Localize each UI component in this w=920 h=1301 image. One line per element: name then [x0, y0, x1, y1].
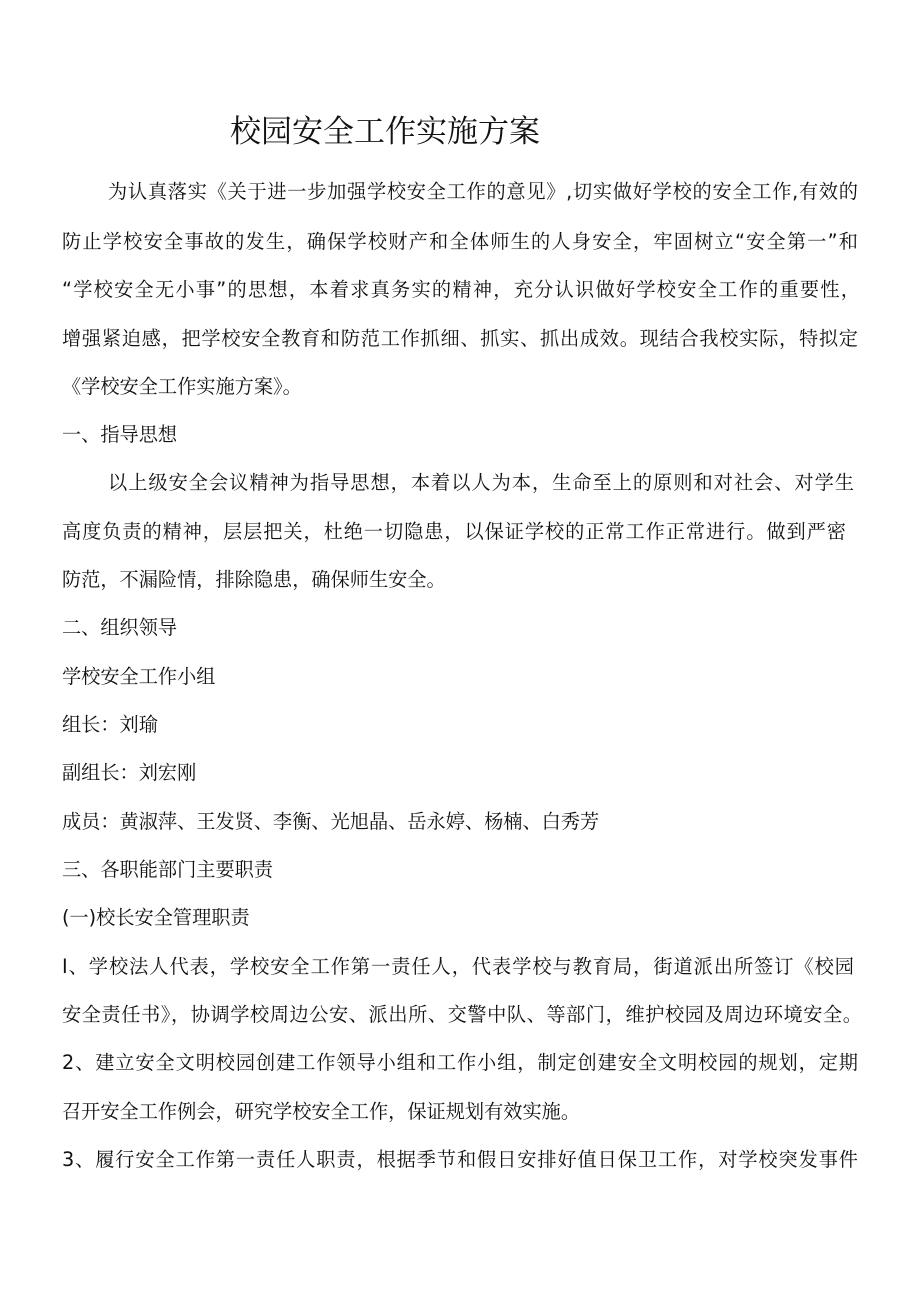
- paragraph-line: 召开安全工作例会，研究学校安全工作，保证规划有效实施。: [62, 1100, 581, 1123]
- paragraph-line: 2、建立安全文明校园创建工作领导小组和工作小组，制定创建安全文明校园的规划，定期: [62, 1051, 858, 1074]
- document-title: 校园安全工作实施方案: [230, 114, 540, 150]
- section-heading: 三、各职能部门主要职责: [62, 858, 274, 881]
- paragraph-line: 以上级安全会议精神为指导思想，本着以人为本，生命至上的原则和对社会、对学生: [108, 471, 854, 494]
- paragraph-line: 安全责任书》，协调学校周边公安、派出所、交警中队、等部门，维护校园及周边环境安全。: [62, 1003, 862, 1026]
- paragraph-line: “学校安全无小事”的思想，本着求真务实的精神，充分认识做好学校安全工作的重要性，: [62, 278, 860, 301]
- text-line: 副组长：刘宏刚: [62, 761, 197, 784]
- paragraph-line: 防止学校安全事故的发生，确保学校财产和全体师生的人身安全，牢固树立“安全第一”和: [62, 230, 858, 253]
- text-line: 学校安全工作小组: [62, 665, 216, 688]
- paragraph-line: 3、履行安全工作第一责任人职责，根据季节和假日安排好值日保卫工作，对学校突发事件: [62, 1148, 858, 1171]
- subsection-heading: (一)校长安全管理职责: [62, 906, 250, 929]
- paragraph-line: 防范，不漏险情，排除隐患，确保师生安全。: [62, 568, 446, 591]
- section-heading: 一、指导思想: [62, 423, 178, 446]
- text-line: 成员：黄淑萍、王发贤、李衡、光旭晶、岳永婷、杨楠、白秀芳: [62, 810, 600, 833]
- paragraph-line: I、学校法人代表，学校安全工作第一责任人，代表学校与教育局，街道派出所签订《校园: [62, 955, 854, 978]
- paragraph-line: 增强紧迫感，把学校安全教育和防范工作抓细、抓实、抓出成效。现结合我校实际，特拟定: [62, 327, 858, 350]
- paragraph-line: 为认真落实《关于进一步加强学校安全工作的意见》,切实做好学校的安全工作,有效的: [108, 180, 858, 203]
- section-heading: 二、组织领导: [62, 616, 178, 639]
- paragraph-line: 《学校安全工作实施方案》。: [62, 375, 302, 398]
- text-line: 组长：刘瑜: [62, 713, 158, 736]
- paragraph-line: 高度负责的精神，层层把关，杜绝一切隐患，以保证学校的正常工作正常进行。做到严密: [62, 520, 846, 543]
